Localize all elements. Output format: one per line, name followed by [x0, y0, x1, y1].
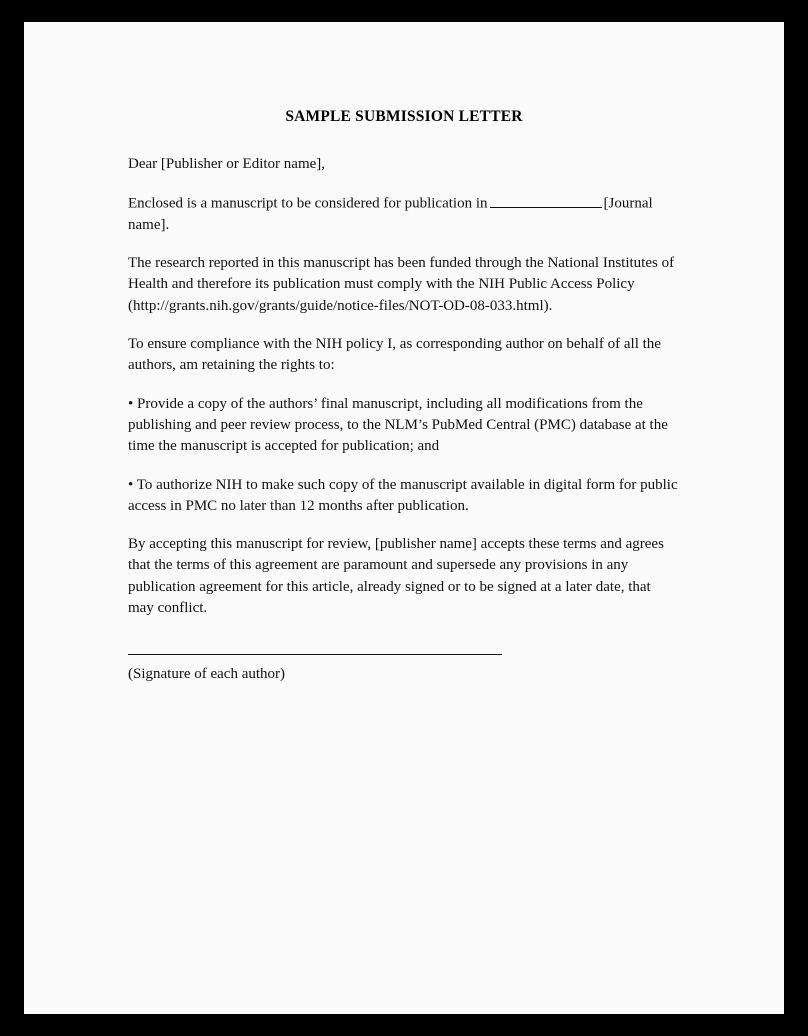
signature-line[interactable]: [128, 653, 502, 655]
signature-caption: (Signature of each author): [128, 666, 286, 683]
journal-name-blank[interactable]: [490, 192, 602, 207]
salutation-line: Dear [Publisher or Editor name],: [128, 156, 326, 172]
enclosed-paragraph: [128, 192, 680, 236]
acceptance-paragraph: By accepting this manuscript for review, [publisher name] accepts these terms and agrees that the terms of this agreement are paramount and supersede any provisions in any publication agreement for this article, already signed or to be signed at a later date, that may conflict.: [128, 536, 664, 616]
document-page: [24, 22, 784, 1014]
signature-block: [128, 653, 680, 685]
page-title: SAMPLE SUBMISSION LETTER: [285, 108, 523, 125]
compliance-paragraph: To ensure compliance with the NIH policy I, as corresponding author on behalf of all the authors, am retaining the rights to:: [128, 336, 661, 374]
bullet-item-one: • Provide a copy of the authors’ final manuscript, including all modifications from the publishing and peer review process, to the NLM’s PubMed Central (PMC) database at the time the manuscript is accepted for publication; and: [128, 395, 668, 455]
bullet-item-two: • To authorize NIH to make such copy of the manuscript available in digital form for public access in PMC no later than 12 months after publication.: [128, 476, 678, 514]
document-body: [128, 108, 680, 685]
enclosed-prefix-text: Enclosed is a manuscript to be considered for publication in: [128, 195, 488, 212]
enclosed-suffix-text: [Journal name].: [128, 195, 653, 233]
funding-paragraph: The research reported in this manuscript has been funded through the National Institutes of Health and therefore its publication must comply with the NIH Public Access Policy (http://grants.nih.gov/grants/guide/notice-files/NOT-OD-08-033.html).: [128, 255, 675, 314]
